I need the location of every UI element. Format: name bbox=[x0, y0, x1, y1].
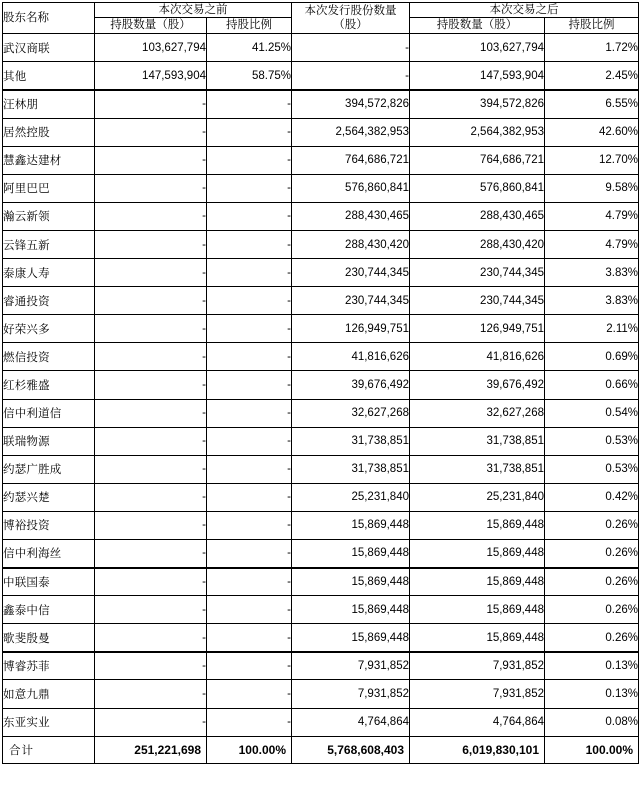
issue-shares: 764,686,721 bbox=[292, 146, 410, 174]
before-ratio: - bbox=[207, 483, 292, 511]
issue-shares: 126,949,751 bbox=[292, 315, 410, 343]
before-shares: - bbox=[95, 511, 207, 539]
after-shares: 7,931,852 bbox=[410, 680, 545, 708]
table-row bbox=[3, 118, 639, 146]
after-shares: 31,738,851 bbox=[410, 455, 545, 483]
after-ratio: 0.42% bbox=[545, 483, 639, 511]
before-ratio: - bbox=[207, 540, 292, 568]
after-shares: 764,686,721 bbox=[410, 146, 545, 174]
header-group-after: 本次交易之后 bbox=[410, 3, 639, 18]
shareholder-name: 东亚实业 bbox=[3, 708, 95, 736]
after-shares: 31,738,851 bbox=[410, 427, 545, 455]
issue-shares: 15,869,448 bbox=[292, 511, 410, 539]
after-shares: 32,627,268 bbox=[410, 399, 545, 427]
after-ratio: 9.58% bbox=[545, 174, 639, 202]
after-ratio: 0.26% bbox=[545, 596, 639, 624]
after-ratio: 0.69% bbox=[545, 343, 639, 371]
before-ratio: - bbox=[207, 315, 292, 343]
table-row bbox=[3, 568, 639, 596]
after-ratio: 6.55% bbox=[545, 90, 639, 118]
shareholder-name: 慧鑫达建材 bbox=[3, 146, 95, 174]
shareholder-name: 阿里巴巴 bbox=[3, 174, 95, 202]
after-shares: 41,816,626 bbox=[410, 343, 545, 371]
before-ratio: - bbox=[207, 511, 292, 539]
after-ratio: 1.72% bbox=[545, 34, 639, 62]
after-ratio: 0.54% bbox=[545, 399, 639, 427]
shareholder-name: 燃信投资 bbox=[3, 343, 95, 371]
before-shares: - bbox=[95, 455, 207, 483]
header-row-groups bbox=[3, 3, 639, 18]
shareholder-name: 中联国泰 bbox=[3, 568, 95, 596]
issue-shares: 31,738,851 bbox=[292, 455, 410, 483]
after-ratio: 0.66% bbox=[545, 371, 639, 399]
shareholder-name: 红杉雅盛 bbox=[3, 371, 95, 399]
table-body bbox=[3, 34, 639, 736]
total-row bbox=[3, 736, 639, 763]
before-shares: - bbox=[95, 399, 207, 427]
after-shares: 15,869,448 bbox=[410, 568, 545, 596]
issue-shares: 41,816,626 bbox=[292, 343, 410, 371]
table-row bbox=[3, 174, 639, 202]
before-ratio: - bbox=[207, 680, 292, 708]
after-shares: 15,869,448 bbox=[410, 511, 545, 539]
issue-shares: 25,231,840 bbox=[292, 483, 410, 511]
before-shares: - bbox=[95, 624, 207, 652]
total-before-shares: 251,221,698 bbox=[95, 736, 207, 763]
issue-shares: 230,744,345 bbox=[292, 287, 410, 315]
shareholder-name: 汪林朋 bbox=[3, 90, 95, 118]
table-row bbox=[3, 259, 639, 287]
header-before-shares: 持股数量（股） bbox=[95, 18, 207, 34]
before-shares: - bbox=[95, 708, 207, 736]
after-shares: 15,869,448 bbox=[410, 624, 545, 652]
before-shares: 103,627,794 bbox=[95, 34, 207, 62]
total-label: 合计 bbox=[3, 736, 95, 763]
shareholder-name: 博裕投资 bbox=[3, 511, 95, 539]
table-row bbox=[3, 427, 639, 455]
before-shares: - bbox=[95, 146, 207, 174]
table-footer bbox=[3, 736, 639, 763]
table-row bbox=[3, 371, 639, 399]
header-before-ratio: 持股比例 bbox=[207, 18, 292, 34]
table-row bbox=[3, 540, 639, 568]
shareholder-name: 约瑟兴楚 bbox=[3, 483, 95, 511]
shareholder-name: 武汉商联 bbox=[3, 34, 95, 62]
shareholder-name: 约瑟广胜成 bbox=[3, 455, 95, 483]
before-ratio: - bbox=[207, 652, 292, 680]
shareholder-name: 如意九鼎 bbox=[3, 680, 95, 708]
after-ratio: 0.13% bbox=[545, 680, 639, 708]
table-row bbox=[3, 287, 639, 315]
issue-shares: - bbox=[292, 62, 410, 90]
after-ratio: 0.26% bbox=[545, 511, 639, 539]
after-shares: 2,564,382,953 bbox=[410, 118, 545, 146]
shareholder-name: 联瑞物源 bbox=[3, 427, 95, 455]
after-shares: 288,430,420 bbox=[410, 230, 545, 258]
issue-shares: 15,869,448 bbox=[292, 596, 410, 624]
issue-shares: 31,738,851 bbox=[292, 427, 410, 455]
issue-shares: 15,869,448 bbox=[292, 568, 410, 596]
before-ratio: 41.25% bbox=[207, 34, 292, 62]
shareholder-name: 睿通投资 bbox=[3, 287, 95, 315]
table-row bbox=[3, 624, 639, 652]
table-row bbox=[3, 652, 639, 680]
table-header bbox=[3, 3, 639, 34]
after-ratio: 0.26% bbox=[545, 540, 639, 568]
header-after-shares: 持股数量（股） bbox=[410, 18, 545, 34]
before-ratio: - bbox=[207, 118, 292, 146]
before-shares: - bbox=[95, 371, 207, 399]
before-shares: - bbox=[95, 259, 207, 287]
after-ratio: 0.53% bbox=[545, 455, 639, 483]
after-ratio: 3.83% bbox=[545, 259, 639, 287]
before-ratio: - bbox=[207, 624, 292, 652]
table-row bbox=[3, 34, 639, 62]
header-issue-shares: 本次发行股份数量（股） bbox=[292, 3, 410, 34]
table-row bbox=[3, 483, 639, 511]
before-shares: - bbox=[95, 483, 207, 511]
table-row bbox=[3, 230, 639, 258]
before-ratio: 58.75% bbox=[207, 62, 292, 90]
after-shares: 25,231,840 bbox=[410, 483, 545, 511]
after-ratio: 2.11% bbox=[545, 315, 639, 343]
after-ratio: 0.26% bbox=[545, 568, 639, 596]
table-row bbox=[3, 90, 639, 118]
shareholder-name: 信中利海丝 bbox=[3, 540, 95, 568]
before-shares: - bbox=[95, 315, 207, 343]
after-ratio: 0.26% bbox=[545, 624, 639, 652]
before-ratio: - bbox=[207, 455, 292, 483]
issue-shares: 15,869,448 bbox=[292, 624, 410, 652]
after-shares: 103,627,794 bbox=[410, 34, 545, 62]
table-row bbox=[3, 455, 639, 483]
total-issue-shares: 5,768,608,403 bbox=[292, 736, 410, 763]
after-ratio: 4.79% bbox=[545, 202, 639, 230]
before-ratio: - bbox=[207, 399, 292, 427]
after-shares: 39,676,492 bbox=[410, 371, 545, 399]
issue-shares: 4,764,864 bbox=[292, 708, 410, 736]
before-ratio: - bbox=[207, 596, 292, 624]
before-ratio: - bbox=[207, 568, 292, 596]
before-ratio: - bbox=[207, 371, 292, 399]
after-shares: 15,869,448 bbox=[410, 596, 545, 624]
after-ratio: 3.83% bbox=[545, 287, 639, 315]
after-ratio: 4.79% bbox=[545, 230, 639, 258]
after-shares: 230,744,345 bbox=[410, 259, 545, 287]
after-shares: 147,593,904 bbox=[410, 62, 545, 90]
issue-shares: 32,627,268 bbox=[292, 399, 410, 427]
after-shares: 126,949,751 bbox=[410, 315, 545, 343]
total-before-ratio: 100.00% bbox=[207, 736, 292, 763]
issue-shares: 394,572,826 bbox=[292, 90, 410, 118]
issue-shares: 576,860,841 bbox=[292, 174, 410, 202]
after-ratio: 42.60% bbox=[545, 118, 639, 146]
total-after-ratio: 100.00% bbox=[545, 736, 639, 763]
before-shares: - bbox=[95, 90, 207, 118]
shareholder-name: 居然控股 bbox=[3, 118, 95, 146]
before-shares: - bbox=[95, 343, 207, 371]
table-row bbox=[3, 596, 639, 624]
after-ratio: 12.70% bbox=[545, 146, 639, 174]
issue-shares: - bbox=[292, 34, 410, 62]
after-ratio: 0.53% bbox=[545, 427, 639, 455]
before-ratio: - bbox=[207, 90, 292, 118]
before-shares: - bbox=[95, 174, 207, 202]
before-shares: - bbox=[95, 118, 207, 146]
table-row bbox=[3, 343, 639, 371]
before-shares: 147,593,904 bbox=[95, 62, 207, 90]
shareholder-name: 信中利道信 bbox=[3, 399, 95, 427]
table-row bbox=[3, 146, 639, 174]
after-ratio: 0.13% bbox=[545, 652, 639, 680]
after-ratio: 2.45% bbox=[545, 62, 639, 90]
before-ratio: - bbox=[207, 343, 292, 371]
table-row bbox=[3, 708, 639, 736]
before-ratio: - bbox=[207, 230, 292, 258]
before-ratio: - bbox=[207, 287, 292, 315]
table-row bbox=[3, 202, 639, 230]
before-ratio: - bbox=[207, 427, 292, 455]
after-ratio: 0.08% bbox=[545, 708, 639, 736]
issue-shares: 7,931,852 bbox=[292, 652, 410, 680]
after-shares: 4,764,864 bbox=[410, 708, 545, 736]
shareholder-name: 云锋五新 bbox=[3, 230, 95, 258]
after-shares: 230,744,345 bbox=[410, 287, 545, 315]
before-shares: - bbox=[95, 652, 207, 680]
issue-shares: 230,744,345 bbox=[292, 259, 410, 287]
shareholder-name: 泰康人寿 bbox=[3, 259, 95, 287]
table-row bbox=[3, 511, 639, 539]
table-row bbox=[3, 62, 639, 90]
before-shares: - bbox=[95, 680, 207, 708]
shareholder-name: 歌斐殷曼 bbox=[3, 624, 95, 652]
header-shareholder-name: 股东名称 bbox=[3, 3, 95, 34]
table-row bbox=[3, 315, 639, 343]
before-ratio: - bbox=[207, 259, 292, 287]
before-shares: - bbox=[95, 202, 207, 230]
before-ratio: - bbox=[207, 146, 292, 174]
before-ratio: - bbox=[207, 708, 292, 736]
after-shares: 7,931,852 bbox=[410, 652, 545, 680]
table-row bbox=[3, 399, 639, 427]
issue-shares: 7,931,852 bbox=[292, 680, 410, 708]
total-after-shares: 6,019,830,101 bbox=[410, 736, 545, 763]
before-shares: - bbox=[95, 287, 207, 315]
before-ratio: - bbox=[207, 174, 292, 202]
before-shares: - bbox=[95, 596, 207, 624]
issue-shares: 39,676,492 bbox=[292, 371, 410, 399]
before-shares: - bbox=[95, 427, 207, 455]
header-after-ratio: 持股比例 bbox=[545, 18, 639, 34]
issue-shares: 288,430,420 bbox=[292, 230, 410, 258]
after-shares: 288,430,465 bbox=[410, 202, 545, 230]
shareholder-name: 好荣兴多 bbox=[3, 315, 95, 343]
before-shares: - bbox=[95, 230, 207, 258]
before-shares: - bbox=[95, 568, 207, 596]
before-shares: - bbox=[95, 540, 207, 568]
before-ratio: - bbox=[207, 202, 292, 230]
after-shares: 576,860,841 bbox=[410, 174, 545, 202]
shareholding-table bbox=[2, 2, 639, 764]
shareholder-name: 鑫泰中信 bbox=[3, 596, 95, 624]
shareholder-name: 博睿苏菲 bbox=[3, 652, 95, 680]
header-group-before: 本次交易之前 bbox=[95, 3, 292, 18]
issue-shares: 288,430,465 bbox=[292, 202, 410, 230]
after-shares: 394,572,826 bbox=[410, 90, 545, 118]
after-shares: 15,869,448 bbox=[410, 540, 545, 568]
shareholder-name: 瀚云新领 bbox=[3, 202, 95, 230]
shareholder-name: 其他 bbox=[3, 62, 95, 90]
table-row bbox=[3, 680, 639, 708]
issue-shares: 15,869,448 bbox=[292, 540, 410, 568]
issue-shares: 2,564,382,953 bbox=[292, 118, 410, 146]
